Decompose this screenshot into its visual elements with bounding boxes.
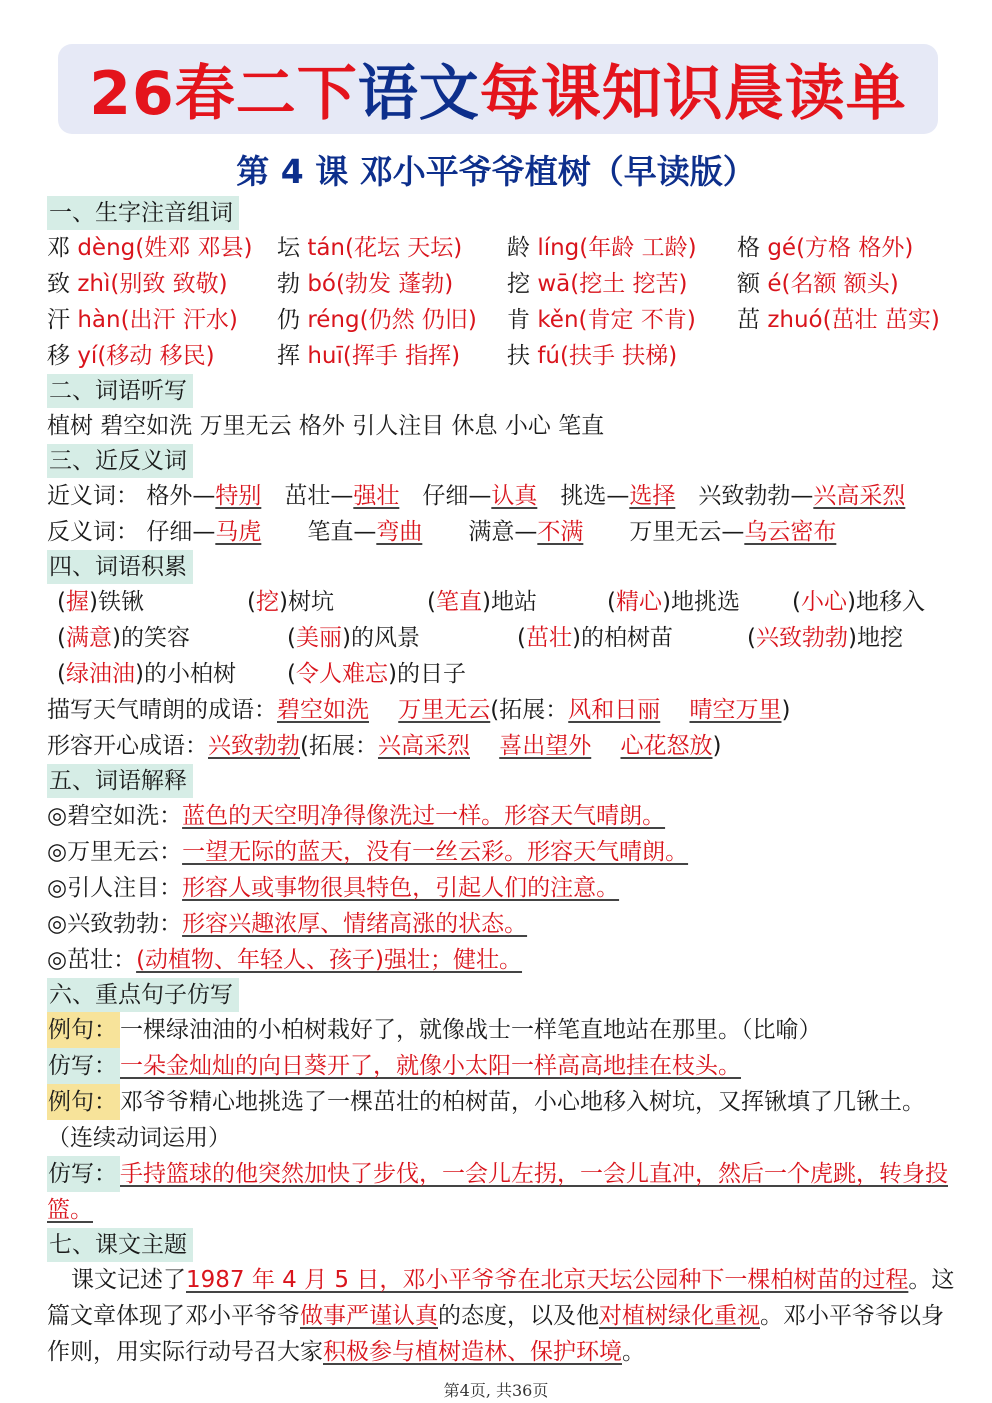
word-group: (仍然 仍旧) [359,307,477,333]
character-entry [277,302,507,338]
section-title-7: 七、课文主题 [47,1228,193,1262]
answer-word: 美丽 [295,625,342,651]
word-group: (茁壮 茁实) [822,307,940,333]
synonyms-line [47,478,957,514]
phrase: (兴致勃勃)地挖 [747,625,903,651]
imitation-text: 手持篮球的他突然加快了步伐，一会儿左拐，一会儿直冲，然后一个虎跳，转身投篮。 [47,1161,948,1223]
accumulation-row [47,584,957,620]
pinyin: wā [537,271,571,297]
phrase-tail: 地挑选 [670,589,740,615]
character-entry [507,338,737,374]
theme-highlight: 1987 年 4 月 5 日，邓小平爷爷在北京天坛公园种下一棵柏树苗的过程 [186,1267,909,1293]
term: ◎茁壮： [47,947,137,973]
character-entry [737,230,957,266]
idiom: 风和日丽 [568,697,661,723]
character: 挖 [507,271,530,297]
term: ◎兴致勃勃： [47,911,183,937]
pinyin: yí [77,343,98,369]
definition-item [47,942,957,978]
idiom: 兴致勃勃 [208,733,300,759]
word-group: (扶手 扶梯) [560,343,678,369]
definition-item [47,906,957,942]
idiom: 万里无云 [398,697,491,723]
character: 挥 [277,343,300,369]
section-title-1: 一、生字注音组词 [47,196,239,230]
answer-word: 兴高采烈 [813,483,906,509]
character: 格 [737,235,760,261]
phrase: (绿油油)的小柏树 [57,661,236,687]
happy-idioms-line [47,728,957,764]
character-entry [737,266,957,302]
pinyin: líng [537,235,580,261]
word-group: (勃发 蓬勃) [335,271,454,297]
character: 邓 [47,235,70,261]
section-title-3: 三、近反义词 [47,444,193,478]
character: 移 [47,343,70,369]
theme-paragraph [47,1262,957,1370]
definition-item [47,798,957,834]
answer-word: 令人难忘 [295,661,388,687]
word: 笔直— [307,519,377,545]
phrase: (满意)的笑容 [57,625,190,651]
character-grid [47,230,957,374]
word: 兴致勃勃— [698,483,814,509]
word-group: (挥手 指挥) [342,343,461,369]
word: 仔细— [422,483,492,509]
character-entry [47,338,277,374]
character-entry [507,302,737,338]
example-sentence-2 [47,1084,957,1156]
close-paren: ) [781,697,791,723]
word: 茁壮— [284,483,354,509]
word-group: (肯定 不肯) [578,307,696,333]
phrase: (茁壮)的柏树苗 [517,625,673,651]
word-group: (方格 格外) [796,235,914,261]
definitions-list [47,798,957,978]
word-group: (年龄 工龄) [579,235,697,261]
answer-word: 精心 [615,589,662,615]
character-entry [737,338,957,374]
accumulation-row [47,620,957,656]
pinyin: kěn [537,307,579,333]
word: 格外— [146,483,216,509]
word-group: (姓邓 邓县) [135,235,253,261]
phrase: (挖)树坑 [247,589,334,615]
answer-word: 小心 [800,589,847,615]
banner-part3: 每课知识晨读单 [479,59,907,129]
theme-text: 课文记述了 [71,1267,186,1293]
theme-text: 。 [622,1339,645,1365]
section-title-2: 二、词语听写 [47,374,193,408]
character: 茁 [737,307,760,333]
synonyms-label: 近义词： [47,483,139,509]
character-entry [47,230,277,266]
answer-word: 认真 [491,483,538,509]
pinyin: gé [767,235,797,261]
term: ◎引人注目： [47,875,183,901]
character: 勃 [277,271,300,297]
antonyms-label: 反义词： [47,519,139,545]
close-paren: ) [712,733,722,759]
answer-word: 满意 [65,625,112,651]
example-sentence-1 [47,1012,957,1048]
accumulation-row [47,656,957,692]
section-title-5: 五、词语解释 [47,764,193,798]
answer-word: 绿油油 [65,661,135,687]
pinyin: huī [307,343,343,369]
answer-word: 茁壮 [525,625,572,651]
character-entry [47,302,277,338]
lesson-title: 第 4 课 邓小平爷爷植树（早读版） [236,152,756,191]
phrase-tail: 地挖 [856,625,903,651]
word-group: (移动 移民) [97,343,215,369]
answer-word: 握 [65,589,89,615]
happy-label: 形容开心成语： [47,733,208,759]
word-group: (名额 额头) [781,271,899,297]
page-banner [58,44,938,134]
answer-word: 弯曲 [376,519,423,545]
character: 坛 [277,235,300,261]
definition: 形容人或事物很具特色，引起人们的注意。 [182,875,620,901]
pinyin: dèng [77,235,136,261]
pinyin: é [767,271,782,297]
character: 仍 [277,307,300,333]
idiom: 喜出望外 [499,733,592,759]
character-entry [507,266,737,302]
answer-word: 兴致勃勃 [755,625,848,651]
dictation-words: 植树 碧空如洗 万里无云 格外 引人注目 休息 小心 笔直 [47,413,605,439]
word: 满意— [468,519,538,545]
character-entry [277,230,507,266]
answer-word: 不满 [537,519,584,545]
imitation-sentence-1 [47,1048,957,1084]
idiom: 晴空万里 [689,697,782,723]
phrase: (精心)地挑选 [607,589,740,615]
imitation-sentence-2 [47,1156,957,1228]
idiom: 兴高采烈 [377,733,470,759]
term: ◎碧空如洗： [47,803,183,829]
character: 龄 [507,235,530,261]
character-entry [737,302,957,338]
imitation-text: 一朵金灿灿的向日葵开了，就像小太阳一样高高地挂在枝头。 [120,1053,741,1079]
example-text: 邓爷爷精心地挑选了一棵茁壮的柏树苗，小心地移入树坑，又挥锹填了几锹土。（连续动词运用） [47,1089,925,1151]
pinyin: fú [537,343,560,369]
idiom: 心花怒放 [620,733,713,759]
phrase-tail: 地移入 [855,589,925,615]
character-entry [507,230,737,266]
theme-text: 。这篇文章体现了邓小平爷爷 [47,1267,955,1329]
phrase-tail: 的风景 [350,625,420,651]
pinyin: hàn [77,307,121,333]
pinyin: bó [307,271,336,297]
theme-text: 。邓小平爷爷以身作则，用实际行动号召大家 [47,1303,944,1365]
word-group: (挖土 挖苦) [570,271,688,297]
example-text: 一棵绿油油的小柏树栽好了，就像战士一样笔直地站在那里。（比喻） [120,1017,822,1043]
answer-word: 挖 [255,589,279,615]
theme-highlight: 做事严谨认真 [300,1303,438,1329]
phrase: (令人难忘)的日子 [287,661,466,687]
character-entry [47,266,277,302]
definition: 一望无际的蓝天，没有一丝云彩。形容天气晴朗。 [182,839,689,865]
word-group: (花坛 天坛) [345,235,463,261]
answer-word: 马虎 [215,519,262,545]
term: ◎万里无云： [47,839,183,865]
pinyin: zhuó [767,307,823,333]
example-tag: 例句： [47,1012,120,1048]
definition-item [47,870,957,906]
answer-word: 特别 [215,483,262,509]
banner-part2: 语文 [357,59,480,129]
character: 致 [47,271,70,297]
imitation-tag: 仿写： [47,1156,120,1192]
answer-word: 选择 [629,483,676,509]
section-title-4: 四、词语积累 [47,550,193,584]
banner-part1: 26春二下 [89,59,358,129]
character: 汗 [47,307,70,333]
character: 肯 [507,307,530,333]
phrase: (笔直)地站 [427,589,537,615]
idiom: 碧空如洗 [277,697,369,723]
worksheet-content [47,196,957,1370]
pinyin: zhì [77,271,111,297]
theme-text: 的态度，以及他 [438,1303,599,1329]
extension-label: (拓展： [490,697,569,723]
theme-highlight: 对植树绿化重视 [599,1303,760,1329]
character-entry [277,338,507,374]
page-footer: 第4页, 共36页 [443,1381,549,1400]
extension-label: (拓展： [300,733,378,759]
phrase: (美丽)的风景 [287,625,420,651]
antonyms-line [47,514,957,550]
weather-idioms-line [47,692,957,728]
word: 挑选— [560,483,630,509]
weather-label: 描写天气晴朗的成语： [47,697,277,723]
phrase-tail: 地站 [490,589,537,615]
definition: (动植物、年轻人、孩子)强壮；健壮。 [136,947,523,973]
character: 扶 [507,343,530,369]
phrase-tail: 的柏树苗 [580,625,673,651]
phrase: (握)铁锹 [57,589,144,615]
word: 仔细— [146,519,216,545]
phrase-tail: 铁锹 [97,589,144,615]
answer-word: 笔直 [435,589,482,615]
example-tag: 例句： [47,1084,120,1120]
theme-highlight: 积极参与植树造林、保护环境 [323,1339,622,1365]
definition: 蓝色的天空明净得像洗过一样。形容天气晴朗。 [182,803,666,829]
pinyin: tán [307,235,346,261]
section-title-6: 六、重点句子仿写 [47,978,239,1012]
phrase-tail: 的日子 [396,661,466,687]
imitation-tag: 仿写： [47,1048,120,1084]
definition-item [47,834,957,870]
pinyin: réng [307,307,360,333]
character: 额 [737,271,760,297]
definition: 形容兴趣浓厚、情绪高涨的状态。 [182,911,528,937]
word-group: (别致 致敬) [110,271,228,297]
word: 万里无云— [629,519,745,545]
phrase-tail: 树坑 [287,589,334,615]
answer-word: 乌云密布 [744,519,837,545]
answer-word: 强壮 [353,483,400,509]
word-group: (出汗 汗水) [120,307,238,333]
character-entry [277,266,507,302]
phrase-tail: 的笑容 [120,625,190,651]
phrase-tail: 的小柏树 [143,661,236,687]
phrase: (小心)地移入 [792,589,925,615]
